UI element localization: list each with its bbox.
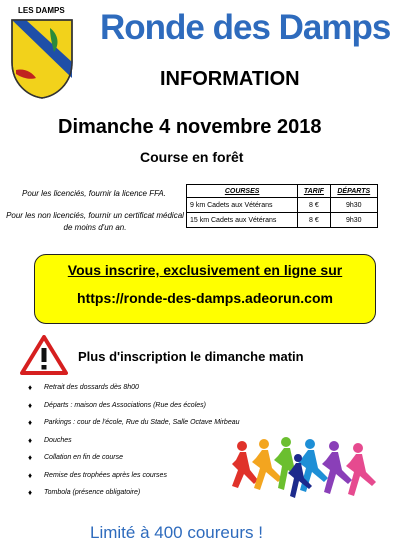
race-name: 15 km Cadets aux Vétérans [187, 213, 298, 228]
column-header-courses: COURSES [187, 185, 298, 198]
column-header-departs: DÉPARTS [330, 185, 377, 198]
table-row [187, 213, 378, 228]
event-title: Ronde des Damps [100, 8, 391, 47]
licence-note: Pour les licenciés, fournir la licence FFA. [22, 189, 166, 198]
bullet-icon: ♦ [28, 453, 33, 462]
crest-label: LES DAMPS [18, 6, 65, 15]
table-header-row [187, 185, 378, 198]
list-item: ♦ Douches [28, 435, 72, 445]
race-name: 9 km Cadets aux Vétérans [187, 198, 298, 213]
list-item: ♦ Départs : maison des Associations (Rue des écoles) [28, 400, 206, 410]
bullet-icon: ♦ [28, 400, 33, 410]
warning-icon [20, 335, 68, 375]
runners-illustration [228, 436, 378, 508]
course-type: Course en forêt [140, 149, 244, 165]
bullet-icon: ♦ [28, 470, 33, 480]
participant-limit: Limité à 400 coureurs ! [90, 523, 263, 542]
race-price: 8 € [298, 198, 330, 213]
runner-silhouette [232, 441, 258, 488]
list-item: ♦ Retrait des dossards dès 8h00 [28, 383, 139, 392]
table-row [187, 198, 378, 213]
list-item: ♦ Tombola (présence obligatoire) [28, 488, 141, 497]
event-date: Dimanche 4 novembre 2018 [58, 116, 322, 138]
list-item: ♦ Parkings : cour de l'école, Rue du Stade, Salle Octave Mirbeau [28, 418, 240, 427]
bullet-icon: ♦ [28, 418, 33, 427]
no-sunday-registration-notice: Plus d'inscription le dimanche matin [78, 349, 304, 364]
practical-info-list [28, 382, 240, 505]
column-header-tarif: TARIF [298, 185, 330, 198]
race-price: 8 € [298, 213, 330, 228]
list-item: ♦ Collation en fin de course [28, 453, 123, 462]
bullet-icon: ♦ [28, 383, 33, 392]
race-start-time: 9h30 [330, 213, 377, 228]
races-table [186, 184, 378, 228]
town-crest-logo [10, 18, 74, 100]
bullet-icon: ♦ [28, 488, 33, 497]
bullet-icon: ♦ [28, 435, 33, 445]
list-item: ♦ Remise des trophées après les courses [28, 470, 167, 480]
information-heading: INFORMATION [160, 68, 300, 90]
registration-link[interactable]: https://ronde-des-damps.adeorun.com [77, 290, 333, 306]
race-start-time: 9h30 [330, 198, 377, 213]
registration-text: Vous inscrire, exclusivement en ligne sur [67, 262, 343, 278]
medical-certificate-note: Pour les non licenciés, fournir un certificat médical de moins d'un an. [6, 211, 184, 232]
